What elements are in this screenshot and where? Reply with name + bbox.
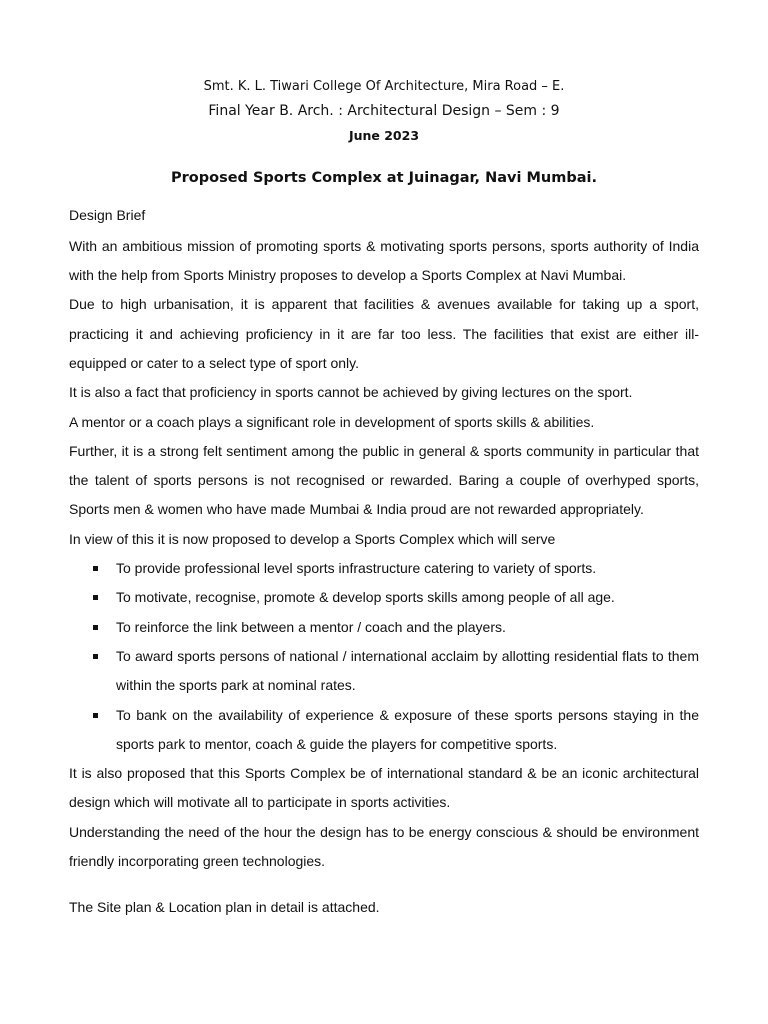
list-item [69,554,699,583]
list-item-text: To provide professional level sports infrastructure catering to variety of sports. [116,560,597,577]
list-item-text: To bank on the availability of experience & exposure of these sports persons staying in the sports park to mentor, coach & guide the players for competitive sports. [116,706,699,752]
college-name: Smt. K. L. Tiwari College Of Architecture, Mira Road – E. [203,79,565,94]
list-item [69,613,699,642]
square-bullet-icon [93,654,98,659]
square-bullet-icon [93,625,98,630]
list-item-text: To award sports persons of national / international acclaim by allotting residential flats to them within the sports park at nominal rates. [116,647,699,694]
square-bullet-icon [93,595,98,600]
brief-heading: Design Brief [69,207,146,223]
paragraph-proficiency: It is also a fact that proficiency in sports cannot be achieved by giving lectures on the sport. [69,384,633,401]
paragraph-mission: With an ambitious mission of promoting sports & motivating sports persons, sports authority of India with the help from Sports Ministry proposes to develop a Sports Complex at Navi Mumbai. [69,237,699,284]
design-brief-body [69,201,699,923]
list-item-text: To motivate, recognise, promote & develop sports skills among people of all age. [116,589,615,606]
paragraph-list-intro: In view of this it is now proposed to develop a Sports Complex which will serve [69,530,556,547]
document-page [69,0,699,1024]
list-item-text: To reinforce the link between a mentor / coach and the players. [116,618,506,635]
list-item [69,642,699,701]
objectives-list [69,554,699,759]
paragraph-international-standard: It is also proposed that this Sports Complex be of international standard & be an iconic architectural design which will motivate all to participate in sports activities. [69,765,699,811]
square-bullet-icon [93,713,98,718]
list-item [69,701,699,760]
paragraph-urbanisation: Due to high urbanisation, it is apparent that facilities & avenues available for taking up a sport, practicing it and achieving proficiency in it are far too less. The facilities that exist are either ill-equipped or cater to a select type of sport only. [69,296,699,371]
paragraph-energy-conscious: Understanding the need of the hour the design has to be energy conscious & should be environment friendly incorporating green technologies. [69,823,699,870]
square-bullet-icon [93,566,98,571]
closing-note: The Site plan & Location plan in detail is attached. [69,899,380,916]
paragraph-mentor: A mentor or a coach plays a significant role in development of sports skills & abilities. [69,413,595,430]
document-date: June 2023 [348,128,420,143]
paragraph-sentiment: Further, it is a strong felt sentiment among the public in general & sports community in particular that the talent of sports persons is not recognised or rewarded. Baring a couple of overhyped sports, Sports men & women who have made Mumbai & India proud are not rewarded appropriately. [69,442,699,518]
course-title: Final Year B. Arch. : Architectural Design – Sem : 9 [208,103,560,119]
list-item [69,583,699,612]
document-title: Proposed Sports Complex at Juinagar, Navi Mumbai. [170,170,597,186]
